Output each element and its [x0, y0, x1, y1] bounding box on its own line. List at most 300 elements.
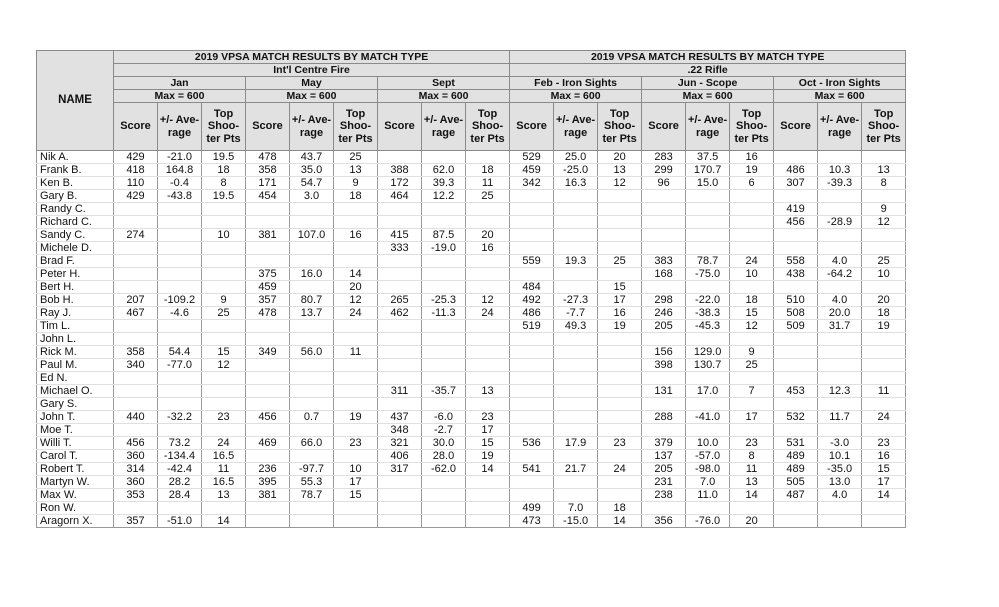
average-diff-cell: 19.3 — [554, 255, 598, 268]
score-cell — [774, 229, 818, 242]
average-diff-cell — [686, 502, 730, 515]
score-cell — [378, 320, 422, 333]
top-shooter-pts-cell: 17 — [730, 411, 774, 424]
top-shooter-pts-cell: 18 — [334, 190, 378, 203]
top-shooter-pts-cell — [202, 216, 246, 229]
score-cell — [642, 242, 686, 255]
top-shooter-pts-cell: 14 — [598, 515, 642, 528]
table-row — [37, 515, 906, 528]
score-cell — [246, 359, 290, 372]
average-diff-cell: 10.3 — [818, 164, 862, 177]
score-cell — [114, 502, 158, 515]
top-shooter-pts-cell — [730, 229, 774, 242]
top-shooter-pts-cell: 12 — [334, 294, 378, 307]
score-cell: 388 — [378, 164, 422, 177]
average-diff-cell: 54.7 — [290, 177, 334, 190]
score-cell: 532 — [774, 411, 818, 424]
table-row — [37, 450, 906, 463]
average-diff-cell — [554, 333, 598, 346]
score-cell: 137 — [642, 450, 686, 463]
score-cell — [378, 372, 422, 385]
average-diff-cell — [158, 242, 202, 255]
average-diff-cell: 170.7 — [686, 164, 730, 177]
score-cell: 205 — [642, 320, 686, 333]
score-cell — [774, 398, 818, 411]
average-diff-cell — [158, 320, 202, 333]
average-diff-cell: 35.0 — [290, 164, 334, 177]
top-shooter-pts-cell — [730, 216, 774, 229]
average-diff-cell: 4.0 — [818, 489, 862, 502]
average-diff-cell: 130.7 — [686, 359, 730, 372]
top-shooter-pts-cell: 24 — [730, 255, 774, 268]
top-shooter-pts-cell: 18 — [466, 164, 510, 177]
average-diff-cell: 11.0 — [686, 489, 730, 502]
top-shooter-pts-cell: 20 — [862, 294, 906, 307]
top-shooter-pts-cell — [862, 281, 906, 294]
top-shooter-pts-cell: 13 — [202, 489, 246, 502]
score-cell: 456 — [114, 437, 158, 450]
score-cell — [378, 489, 422, 502]
score-cell: 418 — [114, 164, 158, 177]
centre-fire-subtitle: Int'l Centre Fire — [114, 64, 510, 77]
table-row — [37, 216, 906, 229]
top-shooter-pts-cell: 25 — [598, 255, 642, 268]
average-diff-column-header: +/- Ave-rage — [554, 103, 598, 151]
score-cell: 317 — [378, 463, 422, 476]
score-cell — [378, 515, 422, 528]
top-shooter-pts-cell — [598, 372, 642, 385]
score-cell: 358 — [246, 164, 290, 177]
shooter-name: Robert T. — [37, 463, 114, 476]
top-shooter-pts-cell: 14 — [862, 489, 906, 502]
average-diff-cell — [290, 450, 334, 463]
average-diff-cell: 129.0 — [686, 346, 730, 359]
match-month-header: Jan — [114, 77, 246, 90]
score-cell: 467 — [114, 307, 158, 320]
table-row — [37, 255, 906, 268]
average-diff-cell — [554, 229, 598, 242]
score-cell: 274 — [114, 229, 158, 242]
top-shooter-pts-cell: 14 — [466, 463, 510, 476]
score-cell — [510, 268, 554, 281]
score-cell — [378, 333, 422, 346]
top-shooter-pts-cell — [466, 398, 510, 411]
average-diff-cell — [818, 281, 862, 294]
score-cell — [114, 333, 158, 346]
average-diff-cell — [686, 333, 730, 346]
shooter-name: Brad F. — [37, 255, 114, 268]
top-shooter-pts-cell: 20 — [334, 281, 378, 294]
average-diff-cell — [686, 216, 730, 229]
top-shooter-pts-cell — [598, 476, 642, 489]
score-cell — [510, 203, 554, 216]
max-score-header: Max = 600 — [642, 90, 774, 103]
average-diff-cell: 17.0 — [686, 385, 730, 398]
top-shooter-pts-cell: 13 — [466, 385, 510, 398]
shooter-name: Frank B. — [37, 164, 114, 177]
average-diff-cell: -15.0 — [554, 515, 598, 528]
average-diff-cell — [554, 268, 598, 281]
score-cell: 438 — [774, 268, 818, 281]
average-diff-column-header: +/- Ave-rage — [290, 103, 334, 151]
top-shooter-pts-cell: 18 — [862, 307, 906, 320]
table-row — [37, 502, 906, 515]
average-diff-cell: -0.4 — [158, 177, 202, 190]
average-diff-cell: -64.2 — [818, 268, 862, 281]
score-cell — [510, 411, 554, 424]
score-cell: 348 — [378, 424, 422, 437]
score-cell — [114, 255, 158, 268]
top-shooter-pts-cell — [334, 450, 378, 463]
shooter-name: Tim L. — [37, 320, 114, 333]
score-cell: 559 — [510, 255, 554, 268]
average-diff-cell: 28.2 — [158, 476, 202, 489]
top-shooter-pts-cell — [598, 190, 642, 203]
shooter-name: Aragorn X. — [37, 515, 114, 528]
score-cell: 398 — [642, 359, 686, 372]
match-month-header: Feb - Iron Sights — [510, 77, 642, 90]
score-cell: 283 — [642, 151, 686, 164]
average-diff-cell — [554, 411, 598, 424]
top-shooter-pts-cell — [334, 203, 378, 216]
average-diff-cell: 73.2 — [158, 437, 202, 450]
top-shooter-pts-cell — [202, 333, 246, 346]
score-cell: 349 — [246, 346, 290, 359]
score-cell: 381 — [246, 489, 290, 502]
top-shooter-pts-cell — [202, 320, 246, 333]
score-cell: 462 — [378, 307, 422, 320]
shooter-name: Richard C. — [37, 216, 114, 229]
average-diff-cell: 13.7 — [290, 307, 334, 320]
score-cell — [774, 281, 818, 294]
average-diff-cell — [554, 203, 598, 216]
score-cell — [642, 216, 686, 229]
average-diff-cell: 17.9 — [554, 437, 598, 450]
average-diff-cell — [422, 359, 466, 372]
score-cell — [642, 502, 686, 515]
top-shooter-pts-cell: 10 — [202, 229, 246, 242]
score-cell: 298 — [642, 294, 686, 307]
score-cell — [774, 359, 818, 372]
top-shooter-pts-cell: 25 — [466, 190, 510, 203]
table-row — [37, 463, 906, 476]
score-cell: 299 — [642, 164, 686, 177]
score-cell — [642, 281, 686, 294]
score-cell: 508 — [774, 307, 818, 320]
average-diff-cell — [554, 450, 598, 463]
score-cell: 340 — [114, 359, 158, 372]
max-score-header: Max = 600 — [114, 90, 246, 103]
top-shooter-pts-cell: 15 — [202, 346, 246, 359]
top-shooter-pts-cell — [466, 203, 510, 216]
top-shooter-pts-cell — [466, 502, 510, 515]
average-diff-cell — [422, 398, 466, 411]
top-shooter-pts-cell: 14 — [730, 489, 774, 502]
score-cell: 519 — [510, 320, 554, 333]
average-diff-cell — [554, 398, 598, 411]
average-diff-cell — [290, 515, 334, 528]
score-cell — [510, 372, 554, 385]
shooter-name: Ken B. — [37, 177, 114, 190]
score-cell: 360 — [114, 450, 158, 463]
table-row — [37, 307, 906, 320]
top-shooter-pts-cell: 15 — [730, 307, 774, 320]
average-diff-cell — [290, 385, 334, 398]
top-shooter-pts-column-header: Top Shoo-ter Pts — [466, 103, 510, 151]
average-diff-cell — [290, 333, 334, 346]
top-shooter-pts-cell: 6 — [730, 177, 774, 190]
top-shooter-pts-cell — [466, 281, 510, 294]
average-diff-cell — [158, 333, 202, 346]
average-diff-cell: 39.3 — [422, 177, 466, 190]
average-diff-cell — [290, 372, 334, 385]
top-shooter-pts-column-header: Top Shoo-ter Pts — [598, 103, 642, 151]
average-diff-cell: 37.5 — [686, 151, 730, 164]
top-shooter-pts-cell — [598, 424, 642, 437]
score-cell — [378, 203, 422, 216]
average-diff-cell — [158, 268, 202, 281]
top-shooter-pts-cell: 19.5 — [202, 151, 246, 164]
score-cell: 456 — [774, 216, 818, 229]
score-cell: 509 — [774, 320, 818, 333]
score-cell — [378, 255, 422, 268]
average-diff-cell: 10.0 — [686, 437, 730, 450]
shooter-name: Ron W. — [37, 502, 114, 515]
top-shooter-pts-cell: 17 — [334, 476, 378, 489]
score-cell — [114, 372, 158, 385]
score-cell — [246, 255, 290, 268]
score-cell — [114, 320, 158, 333]
top-shooter-pts-cell — [598, 229, 642, 242]
score-cell: 307 — [774, 177, 818, 190]
score-cell — [510, 242, 554, 255]
average-diff-cell: -32.2 — [158, 411, 202, 424]
average-diff-cell — [818, 229, 862, 242]
shooter-name: Michele D. — [37, 242, 114, 255]
score-cell — [642, 229, 686, 242]
score-cell — [378, 359, 422, 372]
score-cell — [510, 216, 554, 229]
top-shooter-pts-cell — [730, 502, 774, 515]
score-cell — [510, 489, 554, 502]
top-shooter-pts-cell: 12 — [598, 177, 642, 190]
score-cell — [642, 190, 686, 203]
score-cell: 473 — [510, 515, 554, 528]
score-cell — [774, 346, 818, 359]
average-diff-cell — [422, 151, 466, 164]
top-shooter-pts-cell — [202, 502, 246, 515]
score-cell — [378, 398, 422, 411]
average-diff-cell: -22.0 — [686, 294, 730, 307]
top-shooter-pts-column-header: Top Shoo-ter Pts — [334, 103, 378, 151]
top-shooter-pts-cell — [466, 372, 510, 385]
average-diff-cell: 62.0 — [422, 164, 466, 177]
match-month-header: Oct - Iron Sights — [774, 77, 906, 90]
average-diff-cell: 164.8 — [158, 164, 202, 177]
average-diff-cell — [818, 242, 862, 255]
score-cell: 419 — [774, 203, 818, 216]
top-shooter-pts-cell — [862, 333, 906, 346]
shooter-name: Nik A. — [37, 151, 114, 164]
top-shooter-pts-cell: 19 — [862, 320, 906, 333]
score-cell — [510, 424, 554, 437]
top-shooter-pts-cell: 16.5 — [202, 450, 246, 463]
score-cell: 454 — [246, 190, 290, 203]
top-shooter-pts-cell: 23 — [730, 437, 774, 450]
average-diff-cell: 78.7 — [290, 489, 334, 502]
score-cell — [114, 203, 158, 216]
average-diff-cell — [290, 320, 334, 333]
top-shooter-pts-cell — [334, 385, 378, 398]
average-diff-cell: -2.7 — [422, 424, 466, 437]
top-shooter-pts-cell — [466, 489, 510, 502]
average-diff-cell — [818, 203, 862, 216]
score-cell: 375 — [246, 268, 290, 281]
top-shooter-pts-cell — [334, 372, 378, 385]
score-cell: 236 — [246, 463, 290, 476]
average-diff-cell — [818, 359, 862, 372]
average-diff-cell — [422, 476, 466, 489]
average-diff-column-header: +/- Ave-rage — [422, 103, 466, 151]
table-row — [37, 268, 906, 281]
average-diff-cell — [554, 385, 598, 398]
top-shooter-pts-cell — [598, 398, 642, 411]
average-diff-cell — [158, 203, 202, 216]
score-cell: 383 — [642, 255, 686, 268]
top-shooter-pts-cell — [598, 450, 642, 463]
top-shooter-pts-cell: 8 — [862, 177, 906, 190]
average-diff-cell — [290, 359, 334, 372]
average-diff-cell — [686, 372, 730, 385]
shooter-name: Bob H. — [37, 294, 114, 307]
average-diff-cell: 16.0 — [290, 268, 334, 281]
average-diff-cell: -35.7 — [422, 385, 466, 398]
average-diff-cell — [686, 398, 730, 411]
top-shooter-pts-cell — [598, 203, 642, 216]
top-shooter-pts-cell — [466, 268, 510, 281]
top-shooter-pts-cell: 11 — [730, 463, 774, 476]
table-row — [37, 164, 906, 177]
average-diff-cell — [290, 398, 334, 411]
match-results-table — [36, 50, 906, 528]
average-diff-cell: -25.0 — [554, 164, 598, 177]
top-shooter-pts-cell — [202, 281, 246, 294]
average-diff-cell — [422, 268, 466, 281]
top-shooter-pts-cell: 16 — [334, 229, 378, 242]
top-shooter-pts-cell: 9 — [730, 346, 774, 359]
average-diff-cell: -45.3 — [686, 320, 730, 333]
score-column-header: Score — [378, 103, 422, 151]
score-cell: 429 — [114, 190, 158, 203]
average-diff-cell — [554, 281, 598, 294]
score-cell — [114, 424, 158, 437]
top-shooter-pts-cell: 25 — [334, 151, 378, 164]
top-shooter-pts-cell: 24 — [334, 307, 378, 320]
average-diff-cell: 28.0 — [422, 450, 466, 463]
average-diff-cell — [686, 203, 730, 216]
average-diff-cell: 3.0 — [290, 190, 334, 203]
average-diff-cell: 13.0 — [818, 476, 862, 489]
top-shooter-pts-cell: 23 — [598, 437, 642, 450]
top-shooter-pts-cell: 16.5 — [202, 476, 246, 489]
shooter-name: Randy C. — [37, 203, 114, 216]
average-diff-cell: 30.0 — [422, 437, 466, 450]
average-diff-cell: 80.7 — [290, 294, 334, 307]
score-cell: 486 — [774, 164, 818, 177]
score-cell: 238 — [642, 489, 686, 502]
average-diff-cell — [422, 489, 466, 502]
table-row — [37, 190, 906, 203]
top-shooter-pts-cell: 12 — [202, 359, 246, 372]
average-diff-cell — [158, 255, 202, 268]
average-diff-cell — [158, 424, 202, 437]
score-cell: 342 — [510, 177, 554, 190]
top-shooter-pts-cell — [598, 411, 642, 424]
top-shooter-pts-cell: 20 — [730, 515, 774, 528]
max-score-header: Max = 600 — [774, 90, 906, 103]
average-diff-cell — [290, 216, 334, 229]
top-shooter-pts-column-header: Top Shoo-ter Pts — [862, 103, 906, 151]
table-row — [37, 489, 906, 502]
average-diff-cell — [422, 281, 466, 294]
shooter-name: Paul M. — [37, 359, 114, 372]
average-diff-cell: -97.7 — [290, 463, 334, 476]
score-cell — [642, 424, 686, 437]
score-cell: 356 — [642, 515, 686, 528]
score-cell — [246, 372, 290, 385]
average-diff-cell: 66.0 — [290, 437, 334, 450]
average-diff-cell: -7.7 — [554, 307, 598, 320]
score-cell — [378, 216, 422, 229]
average-diff-cell: -75.0 — [686, 268, 730, 281]
average-diff-cell — [554, 372, 598, 385]
top-shooter-pts-cell: 9 — [862, 203, 906, 216]
table-row — [37, 346, 906, 359]
average-diff-cell: -39.3 — [818, 177, 862, 190]
top-shooter-pts-cell: 24 — [466, 307, 510, 320]
max-score-header: Max = 600 — [378, 90, 510, 103]
score-cell: 489 — [774, 450, 818, 463]
average-diff-cell — [158, 372, 202, 385]
score-cell: 171 — [246, 177, 290, 190]
average-diff-cell — [554, 242, 598, 255]
average-diff-cell: 16.3 — [554, 177, 598, 190]
top-shooter-pts-cell: 19.5 — [202, 190, 246, 203]
score-cell — [114, 281, 158, 294]
average-diff-cell: 15.0 — [686, 177, 730, 190]
score-column-header: Score — [642, 103, 686, 151]
match-month-header: Sept — [378, 77, 510, 90]
shooter-name: Ray J. — [37, 307, 114, 320]
average-diff-cell — [818, 151, 862, 164]
shooter-name: Ed N. — [37, 372, 114, 385]
top-shooter-pts-cell — [466, 216, 510, 229]
score-cell: 529 — [510, 151, 554, 164]
score-cell: 156 — [642, 346, 686, 359]
top-shooter-pts-cell — [862, 372, 906, 385]
score-cell: 381 — [246, 229, 290, 242]
score-cell — [114, 398, 158, 411]
average-diff-cell — [290, 242, 334, 255]
average-diff-cell: 78.7 — [686, 255, 730, 268]
average-diff-cell: 56.0 — [290, 346, 334, 359]
top-shooter-pts-cell: 11 — [334, 346, 378, 359]
shooter-name: Gary B. — [37, 190, 114, 203]
average-diff-cell — [158, 385, 202, 398]
score-cell: 486 — [510, 307, 554, 320]
score-cell — [510, 190, 554, 203]
average-diff-cell — [158, 216, 202, 229]
